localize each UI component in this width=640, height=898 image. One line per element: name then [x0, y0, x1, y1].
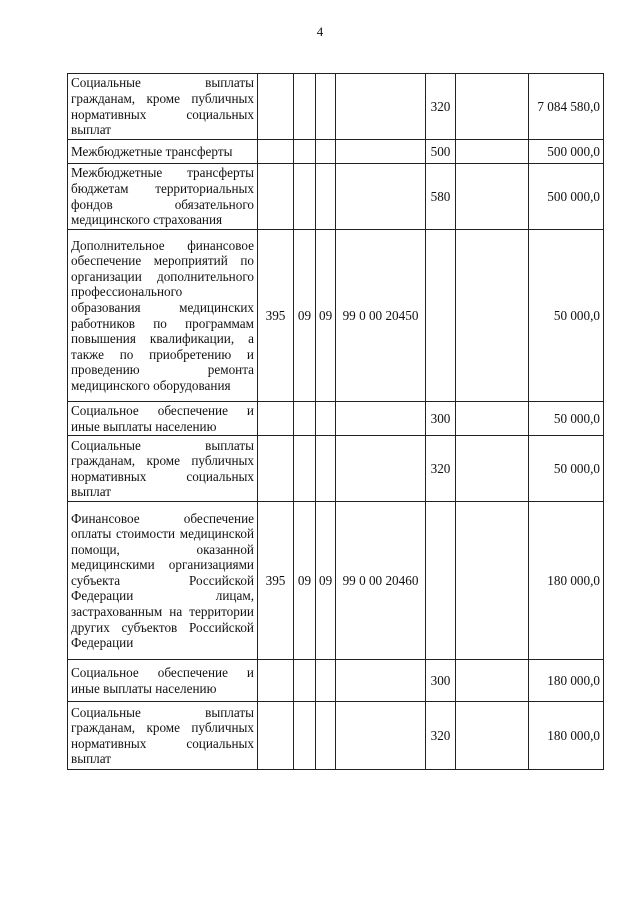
row-ved: [258, 702, 294, 770]
row-name: Социальные выплаты гражданам, кроме публичных нормативных социальных выплат: [68, 436, 258, 502]
row-csr: 99 0 00 20450: [336, 230, 426, 402]
row-vr: [426, 230, 456, 402]
row-vr: 320: [426, 74, 456, 140]
row-vr: 300: [426, 402, 456, 436]
row-csr: [336, 164, 426, 230]
table-row: [68, 402, 604, 436]
row-sum: 7 084 580,0: [529, 74, 604, 140]
row-vr: 320: [426, 436, 456, 502]
row-sum: 50 000,0: [529, 402, 604, 436]
row-vr: [426, 502, 456, 660]
row-csr: [336, 436, 426, 502]
row-ved: [258, 164, 294, 230]
row-name: Финансовое обеспечение оплаты стоимости медицинской помощи, оказанной медицинскими организациями субъекта Российской Федерации лицам, застрахованным на территории других субъектов Российской Федерации: [68, 502, 258, 660]
row-sum: 500 000,0: [529, 164, 604, 230]
table-row: [68, 702, 604, 770]
budget-table: [67, 73, 604, 770]
row-rz: [294, 436, 316, 502]
row-vr: 500: [426, 140, 456, 164]
row-rz: 09: [294, 502, 316, 660]
row-ved: [258, 140, 294, 164]
table-row: [68, 230, 604, 402]
row-rz: [294, 660, 316, 702]
row-extra: [456, 164, 529, 230]
row-extra: [456, 436, 529, 502]
row-name: Социальное обеспечение и иные выплаты населению: [68, 402, 258, 436]
row-sum: 180 000,0: [529, 502, 604, 660]
row-csr: [336, 702, 426, 770]
row-rz: [294, 402, 316, 436]
row-vr: 580: [426, 164, 456, 230]
row-extra: [456, 702, 529, 770]
row-name: Межбюджетные трансферты бюджетам территориальных фондов обязательного медицинского страхования: [68, 164, 258, 230]
row-ved: [258, 436, 294, 502]
row-sum: 50 000,0: [529, 230, 604, 402]
page-number: 4: [316, 24, 324, 39]
row-extra: [456, 660, 529, 702]
row-pr: [316, 702, 336, 770]
table-row: [68, 436, 604, 502]
row-csr: [336, 402, 426, 436]
row-rz: [294, 74, 316, 140]
row-ved: [258, 402, 294, 436]
row-extra: [456, 402, 529, 436]
row-pr: [316, 402, 336, 436]
row-ved: [258, 74, 294, 140]
row-vr: 320: [426, 702, 456, 770]
row-extra: [456, 74, 529, 140]
row-vr: 300: [426, 660, 456, 702]
row-csr: [336, 74, 426, 140]
row-rz: [294, 140, 316, 164]
table-row: [68, 140, 604, 164]
row-pr: [316, 436, 336, 502]
row-rz: [294, 164, 316, 230]
row-pr: [316, 74, 336, 140]
row-name: Социальные выплаты гражданам, кроме публичных нормативных социальных выплат: [68, 702, 258, 770]
row-pr: [316, 140, 336, 164]
table-row: [68, 74, 604, 140]
row-ved: 395: [258, 502, 294, 660]
row-name: Межбюджетные трансферты: [68, 140, 258, 164]
row-pr: 09: [316, 502, 336, 660]
row-ved: 395: [258, 230, 294, 402]
row-ved: [258, 660, 294, 702]
row-sum: 180 000,0: [529, 660, 604, 702]
row-name: Социальное обеспечение и иные выплаты населению: [68, 660, 258, 702]
row-extra: [456, 140, 529, 164]
table-row: [68, 164, 604, 230]
row-sum: 50 000,0: [529, 436, 604, 502]
table-row: [68, 502, 604, 660]
row-csr: 99 0 00 20460: [336, 502, 426, 660]
table-row: [68, 660, 604, 702]
row-name: Социальные выплаты гражданам, кроме публичных нормативных социальных выплат: [68, 74, 258, 140]
row-name: Дополнительное финансовое обеспечение мероприятий по организации дополнительного профессионального образования медицинских работников по программам повышения квалификации, а также по приобретению и проведению ремонта медицинского оборудования: [68, 230, 258, 402]
row-rz: [294, 702, 316, 770]
row-rz: 09: [294, 230, 316, 402]
row-extra: [456, 230, 529, 402]
row-extra: [456, 502, 529, 660]
row-csr: [336, 140, 426, 164]
row-sum: 180 000,0: [529, 702, 604, 770]
row-sum: 500 000,0: [529, 140, 604, 164]
row-pr: [316, 164, 336, 230]
row-pr: [316, 660, 336, 702]
row-csr: [336, 660, 426, 702]
row-pr: 09: [316, 230, 336, 402]
